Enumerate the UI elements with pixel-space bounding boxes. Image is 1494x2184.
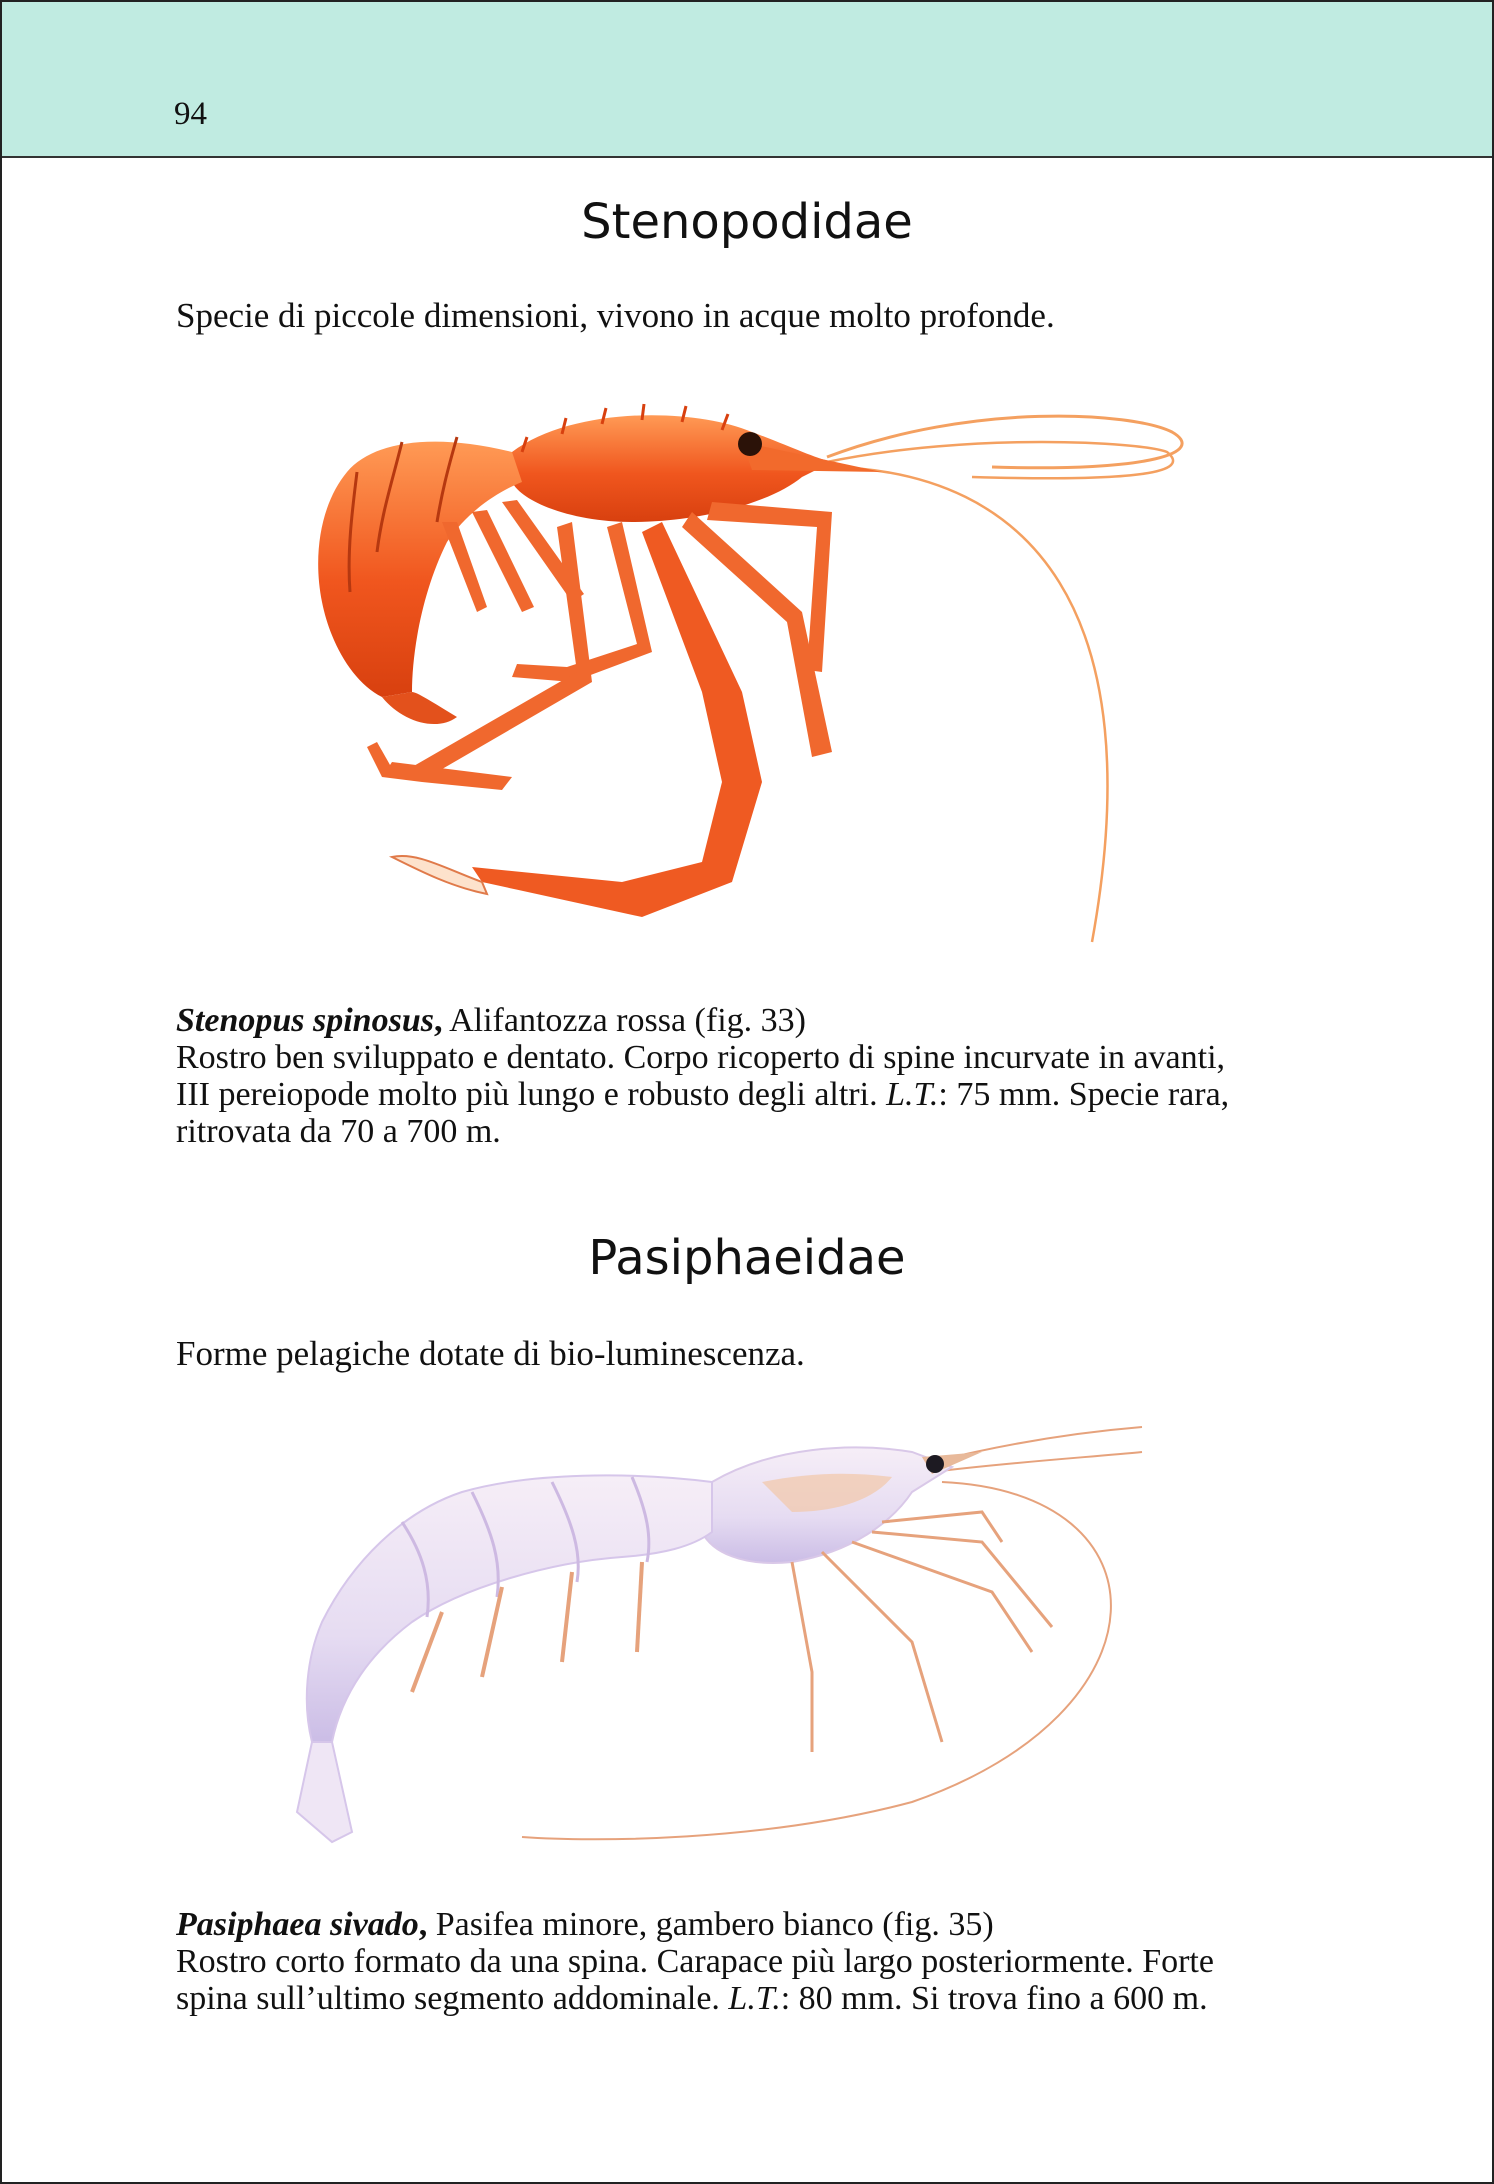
- caption-line-2-start: spina sull’ultimo segmento addominale.: [176, 1980, 729, 2017]
- caption-line-2-end: : 80 mm. Si trova fino a 600 m.: [780, 1980, 1208, 2017]
- common-name: Alifantozza rossa (fig. 33): [442, 1002, 806, 1039]
- lt-label: L.T.: [886, 1076, 939, 1113]
- scientific-name: Pasiphaea sivado: [176, 1906, 419, 1943]
- pasiphaea-sivado-illustration: [292, 1412, 1172, 1872]
- family-intro-stenopodidae: Specie di piccole dimensioni, vivono in acque molto profonde.: [176, 296, 1055, 335]
- family-title-pasiphaeidae: Pasiphaeidae: [588, 1230, 906, 1286]
- scientific-name: Stenopus spinosus: [176, 1002, 434, 1039]
- caption-line-2-start: III pereiopode molto più lungo e robusto degli altri.: [176, 1076, 887, 1113]
- species-caption-stenopus: [176, 1002, 1356, 1150]
- caption-line-1: Rostro corto formato da una spina. Carapace più largo posteriormente. Forte: [176, 1943, 1214, 1980]
- family-title-stenopodidae: Stenopodidae: [581, 194, 913, 250]
- family-intro-pasiphaeidae: Forme pelagiche dotate di bio-luminescenza.: [176, 1334, 805, 1373]
- caption-line-2: [176, 1980, 1356, 2017]
- name-separator: ,: [433, 1002, 443, 1039]
- lt-label: L.T.: [728, 1980, 781, 2017]
- caption-heading-pasiphaea: [176, 1906, 1356, 1943]
- species-caption-pasiphaea: [176, 1906, 1356, 2017]
- stenopus-spinosus-illustration: [272, 362, 1202, 972]
- common-name: Pasifea minore, gambero bianco (fig. 35): [427, 1906, 994, 1943]
- caption-line-1: Rostro ben sviluppato e dentato. Corpo ricoperto di spine incurvate in avanti,: [176, 1039, 1226, 1076]
- name-separator: ,: [418, 1906, 428, 1943]
- caption-line-3: ritrovata da 70 a 700 m.: [176, 1113, 501, 1150]
- caption-line-2-end: : 75 mm. Specie rara,: [938, 1076, 1230, 1113]
- caption-heading-stenopus: [176, 1002, 1356, 1039]
- page-number: 94: [174, 96, 207, 132]
- caption-line-2: [176, 1076, 1356, 1113]
- header-band: [2, 2, 1492, 158]
